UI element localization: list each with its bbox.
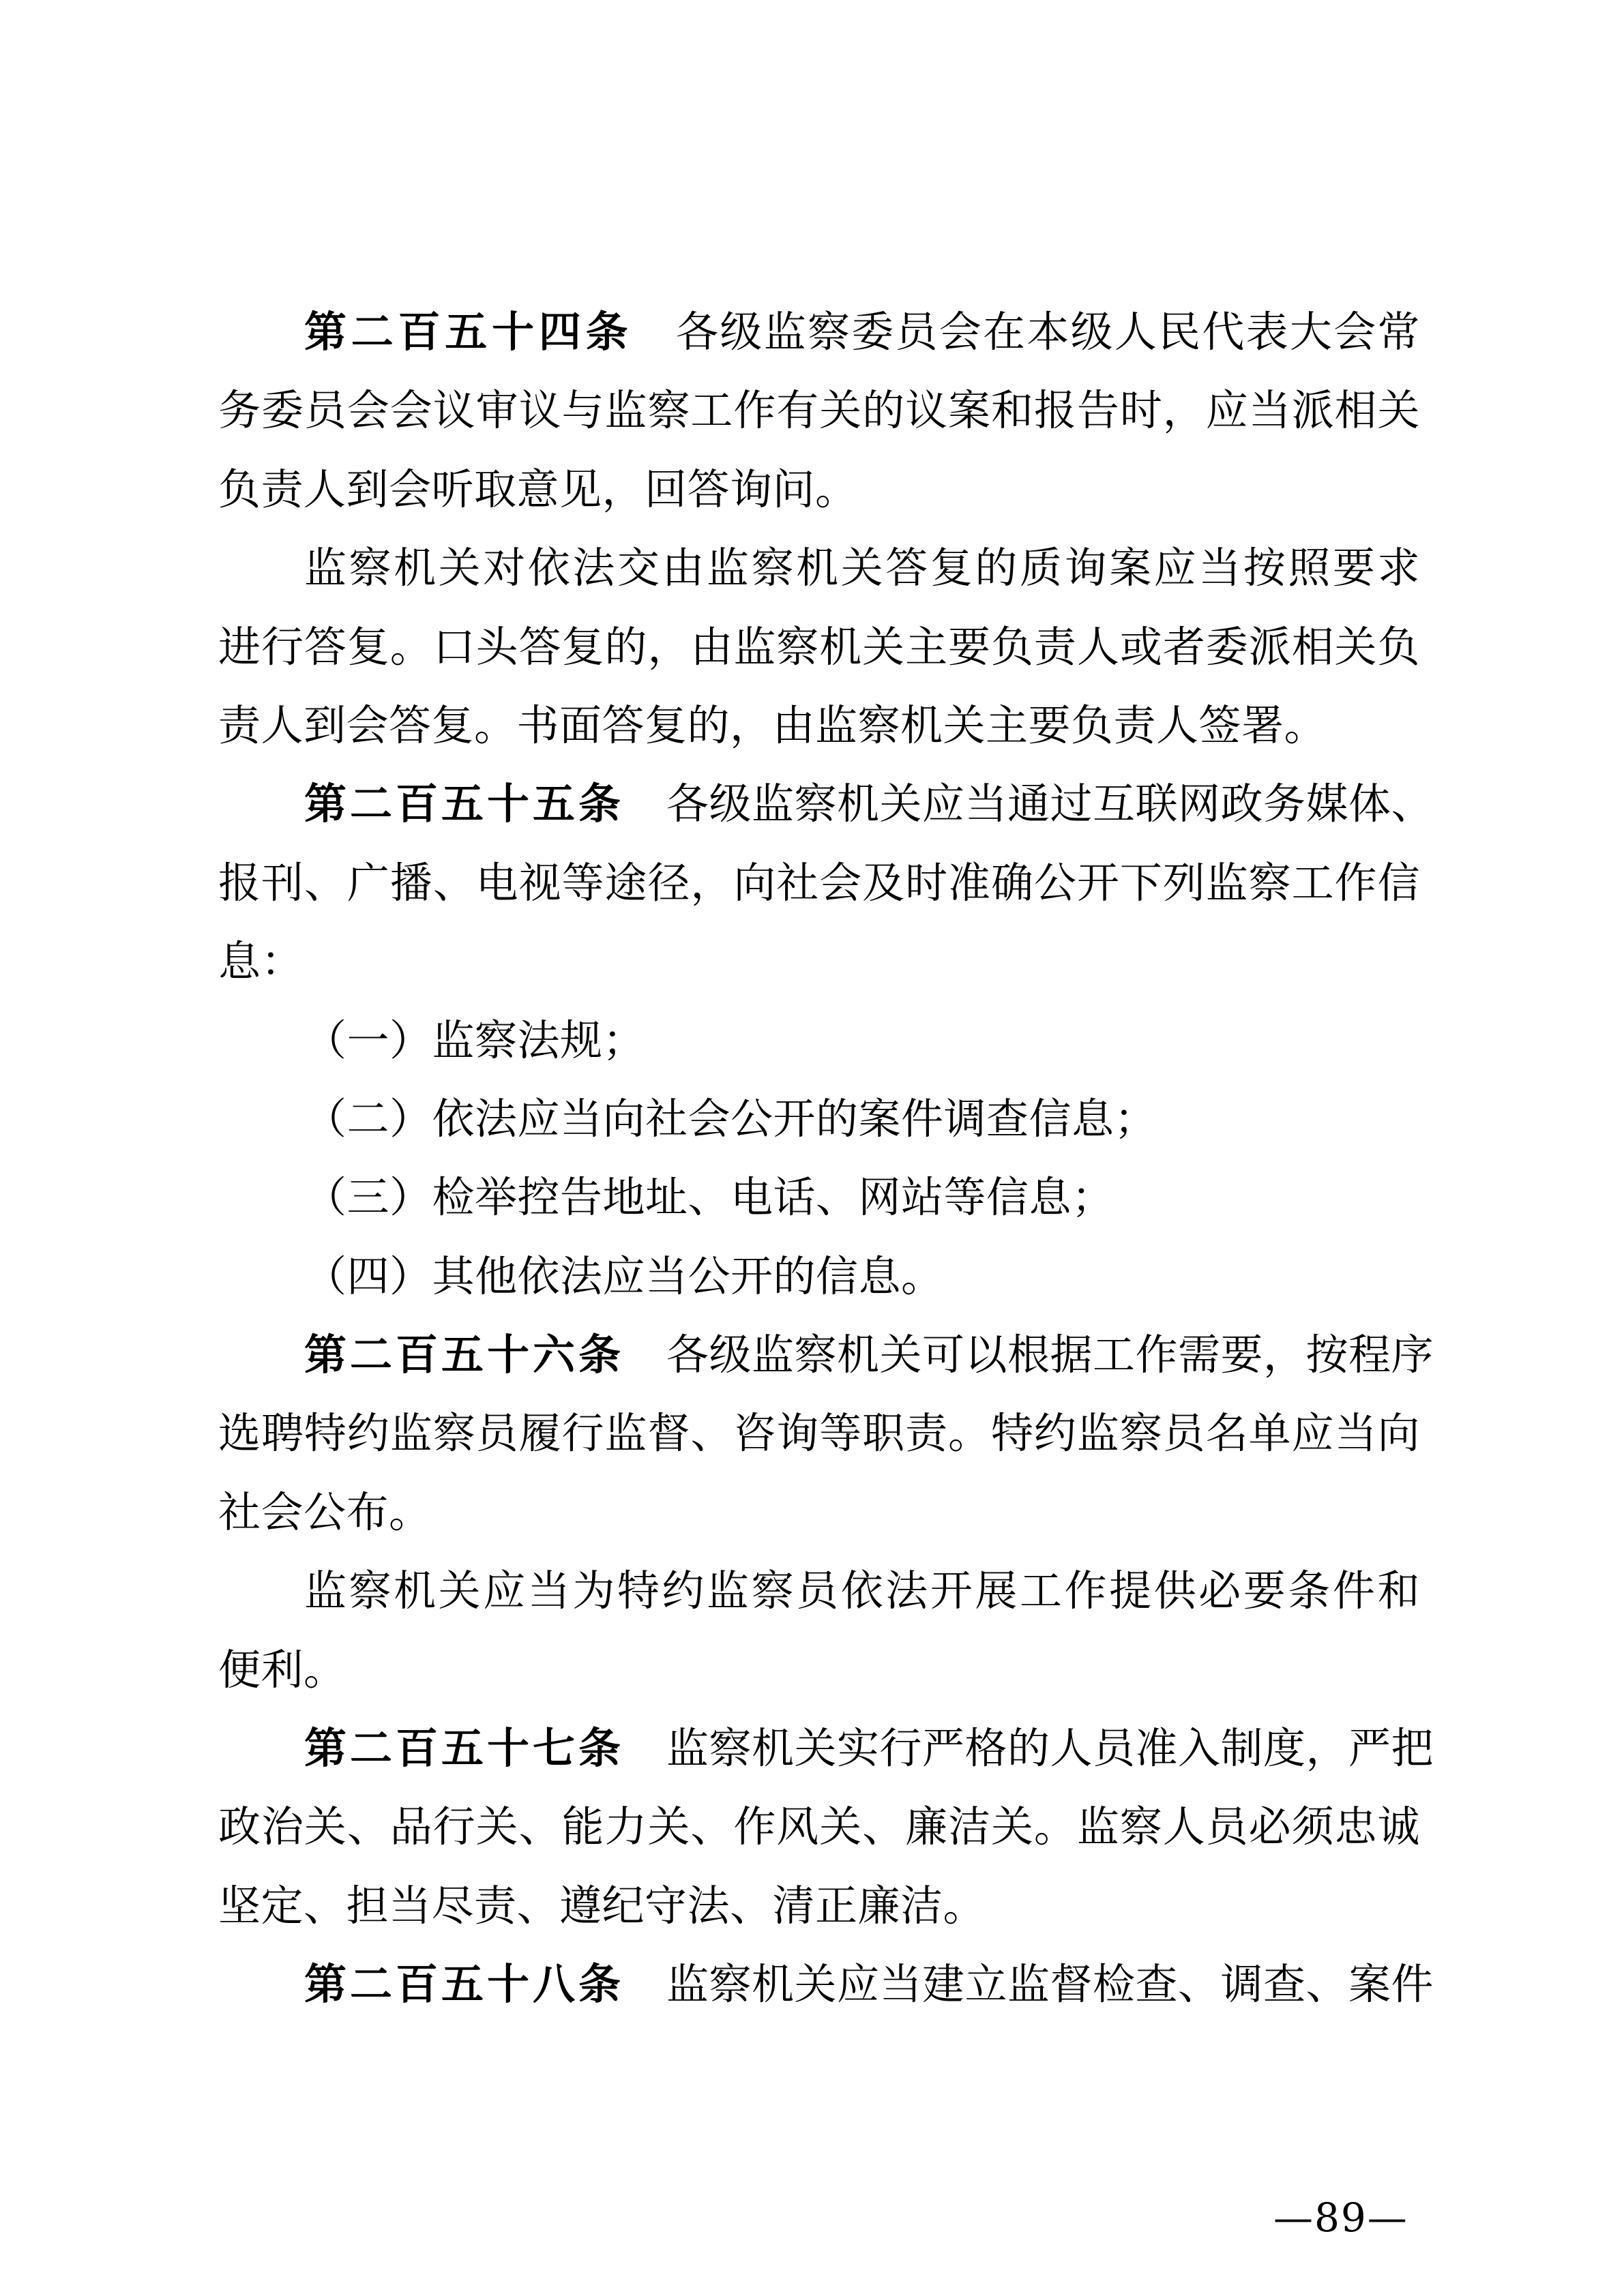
line-text: 负责人到会听取意见，回答询问。 — [218, 464, 858, 514]
line-text: 监察机关实行严格的人员准入制度，严把 — [666, 1723, 1434, 1774]
text-line — [218, 293, 1420, 371]
article-number: 第二百五十六条 — [304, 1330, 625, 1380]
text-line — [218, 1787, 1420, 1866]
line-text: （四）其他依法应当公开的信息。 — [304, 1251, 944, 1301]
line-text: 坚定、担当尽责、遵纪守法、清正廉洁。 — [218, 1880, 986, 1930]
line-text: 各级监察机关可以根据工作需要，按程序 — [666, 1330, 1434, 1380]
text-line — [218, 1945, 1434, 2023]
text-line — [218, 1866, 1420, 1945]
text-line — [218, 764, 1434, 843]
heading-gap — [624, 1762, 666, 1763]
text-line — [218, 1630, 1420, 1709]
line-text: 监察机关对依法交由监察机关答复的质询案应当按照要求 — [304, 543, 1420, 593]
article-number: 第二百五十五条 — [304, 779, 625, 829]
line-text: （三）检举控告地址、电话、网站等信息； — [304, 1172, 1114, 1223]
text-line — [218, 1551, 1420, 1630]
heading-gap — [624, 1998, 666, 1999]
line-text: 息： — [218, 936, 304, 987]
article-number: 第二百五十四条 — [304, 307, 633, 357]
line-text: 各级监察委员会在本级人民代表大会常 — [675, 307, 1420, 357]
line-text: 监察机关应当建立监督检查、调查、案件 — [666, 1959, 1434, 2010]
text-line — [218, 1158, 1420, 1236]
line-text: 报刊、广播、电视等途径，向社会及时准确公开下列监察工作信 — [218, 857, 1420, 908]
article-number: 第二百五十八条 — [304, 1959, 625, 2010]
text-line — [218, 528, 1420, 607]
page-footer — [1273, 2186, 1408, 2250]
line-text: 便利。 — [218, 1644, 346, 1695]
page-number: —89— — [1273, 2194, 1408, 2241]
text-line — [218, 1473, 1420, 1551]
line-text: 社会公布。 — [218, 1487, 432, 1537]
line-text: 责人到会答复。书面答复的，由监察机关主要负责人签署。 — [218, 700, 1327, 750]
line-text: 各级监察机关应当通过互联网政务媒体、 — [666, 779, 1434, 829]
text-line — [218, 844, 1420, 922]
line-text: 政治关、品行关、能力关、作风关、廉洁关。监察人员必须忠诚 — [218, 1802, 1420, 1852]
article-number: 第二百五十七条 — [304, 1723, 625, 1774]
text-line — [218, 1394, 1420, 1472]
text-line — [218, 1709, 1434, 1787]
line-text: （二）依法应当向社会公开的案件调查信息； — [304, 1093, 1157, 1144]
line-text: 监察机关应当为特约监察员依法开展工作提供必要条件和 — [304, 1566, 1420, 1616]
text-line — [218, 1001, 1420, 1079]
document-body — [218, 293, 1434, 2024]
line-text: 选聘特约监察员履行监督、咨询等职责。特约监察员名单应当向 — [218, 1408, 1420, 1459]
line-text: 务委员会会议审议与监察工作有关的议案和报告时，应当派相关 — [218, 385, 1420, 436]
text-line — [218, 1237, 1420, 1315]
text-line — [218, 450, 1420, 528]
line-text: （一）监察法规； — [304, 1015, 646, 1065]
text-line — [218, 608, 1420, 686]
text-line — [218, 922, 1420, 1000]
text-line — [218, 1079, 1420, 1158]
text-line — [218, 371, 1420, 449]
text-line — [218, 686, 1420, 764]
text-line — [218, 1315, 1434, 1394]
line-text: 进行答复。口头答复的，由监察机关主要负责人或者委派相关负 — [218, 621, 1420, 672]
